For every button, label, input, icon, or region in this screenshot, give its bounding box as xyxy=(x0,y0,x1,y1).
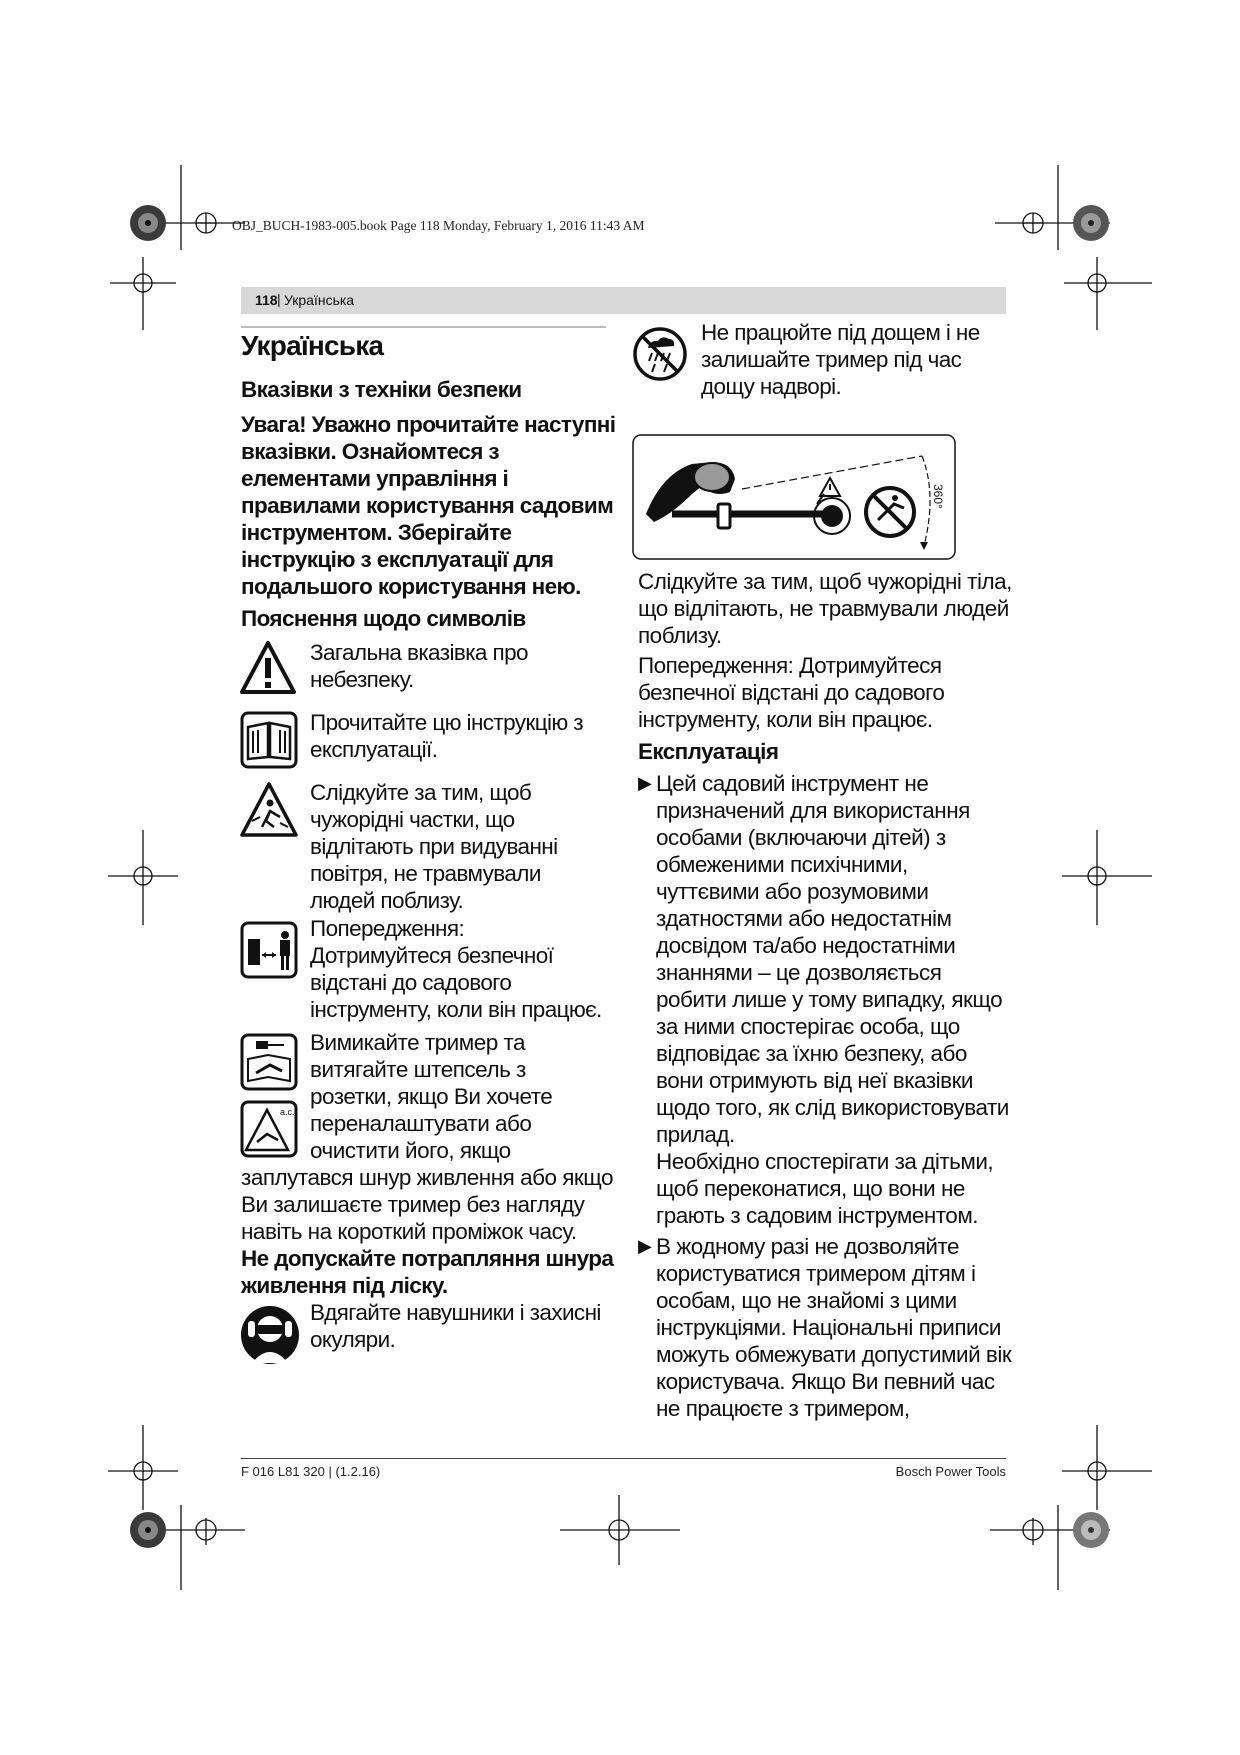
bullet-arrow-icon: ▶ xyxy=(638,1236,652,1256)
safe-distance-icon xyxy=(240,921,298,979)
unplug-text-continued xyxy=(241,1164,616,1245)
running-header xyxy=(241,287,1006,314)
bullet-extra-text: Необхідно спостерігати за дітьми, щоб переконатися, що вони не грають з садовим інструментом. xyxy=(656,1149,994,1228)
trimmer-figure xyxy=(632,434,956,560)
bullet-item xyxy=(638,1233,1013,1422)
manual-book-icon xyxy=(240,711,298,769)
footer-rule xyxy=(241,1458,1006,1459)
warning-paragraph: Увага! Уважно прочитайте наступні вказівки. Ознайомтеся з елементами управління і правилами користування садовим інструментом. Зберігайте інструкцію з експлуатації для подальшого користування нею. xyxy=(241,412,616,599)
symbol-text-manual: Прочитайте цю інструкцію з експлуатації. xyxy=(310,710,584,762)
flying-debris-icon xyxy=(240,781,298,839)
cable-warning: Не допускайте потрапляння шнура живлення під ліску. xyxy=(241,1246,614,1298)
left-top-rule xyxy=(241,326,606,328)
ear-eye-protection-icon xyxy=(240,1305,300,1365)
symbol-text-warning: Загальна вказівка про небезпеку. xyxy=(310,640,528,692)
warning-triangle-icon xyxy=(240,640,296,696)
debris-text: Слідкуйте за тим, щоб чужорідні тіла, що відлітають, не травмували людей поблизу. xyxy=(638,569,1012,648)
unplug-icon xyxy=(240,1033,298,1091)
symbols-heading: Пояснення щодо символів xyxy=(241,606,526,631)
symbol-text-distance: Попередження: Дотримуйтеся безпечної відстані до садового інструменту, коли він працює. xyxy=(310,916,602,1022)
ac-warning-icon xyxy=(240,1100,298,1158)
footer-left: F 016 L81 320 | (1.2.16) xyxy=(241,1464,381,1479)
svg-text:a.c.: a.c. xyxy=(280,1107,295,1117)
ppe-text: Вдягайте навушники і захисні окуляри. xyxy=(310,1300,601,1352)
operation-heading: Експлуатація xyxy=(638,739,779,764)
unplug-text-part1: Вимикайте тример та витягайте штепсель з розетки, якщо Ви хочете переналаштувати або очистити його, якщо xyxy=(310,1030,553,1163)
bullet-arrow-icon: ▶ xyxy=(638,773,652,793)
header-language: Українська xyxy=(284,292,355,308)
bullet-text: В жодному разі не дозволяйте користуватися тримером дітям і особам, що не знайомі з цими інструкціями. Національні приписи можуть обмежувати допустимий вік користувача. Якщо Ви певний час не працюєте з тримером, xyxy=(656,1234,1012,1421)
unplug-text-part2: заплутався шнур живлення або якщо Ви залишаєте тример без нагляду навіть на короткий проміжок часу. xyxy=(241,1165,614,1244)
bullet-text: Цей садовий інструмент не призначений для використання особами (включаючи дітей) з обмеженими психічними, чуттєвими або розумовими здатностями або недостатнім досвідом та/або недостатніми знаннями – це дозволяється робити лише у тому випадку, якщо за ними спостерігає особа, що відповідає за їхню безпеку, або вони отримують від неї вказівки щодо того, як слід використовувати прилад. xyxy=(656,771,1009,1147)
section-title: Українська xyxy=(241,330,384,361)
print-header: OBJ_BUCH-1983-005.book Page 118 Monday, February 1, 2016 11:43 AM xyxy=(232,218,645,233)
figure-angle-label: 360° xyxy=(931,484,945,509)
no-rain-icon xyxy=(632,326,688,382)
unplug-text-indented xyxy=(310,1029,610,1164)
footer-right: Bosch Power Tools xyxy=(895,1464,1006,1479)
symbol-text-debris: Слідкуйте за тим, щоб чужорідні частки, що відлітають при видуванні повітря, не травмували людей поблизу. xyxy=(310,780,558,913)
page-number: 118 xyxy=(255,292,278,308)
rain-text: Не працюйте під дощем і не залишайте тример під час дощу надворі. xyxy=(701,320,980,399)
header-separator: | xyxy=(277,291,281,307)
distance-text: Попередження: Дотримуйтеся безпечної відстані до садового інструменту, коли він працює. xyxy=(638,653,945,732)
safety-heading: Вказівки з техніки безпеки xyxy=(241,377,522,402)
bullet-item xyxy=(638,770,1013,1229)
